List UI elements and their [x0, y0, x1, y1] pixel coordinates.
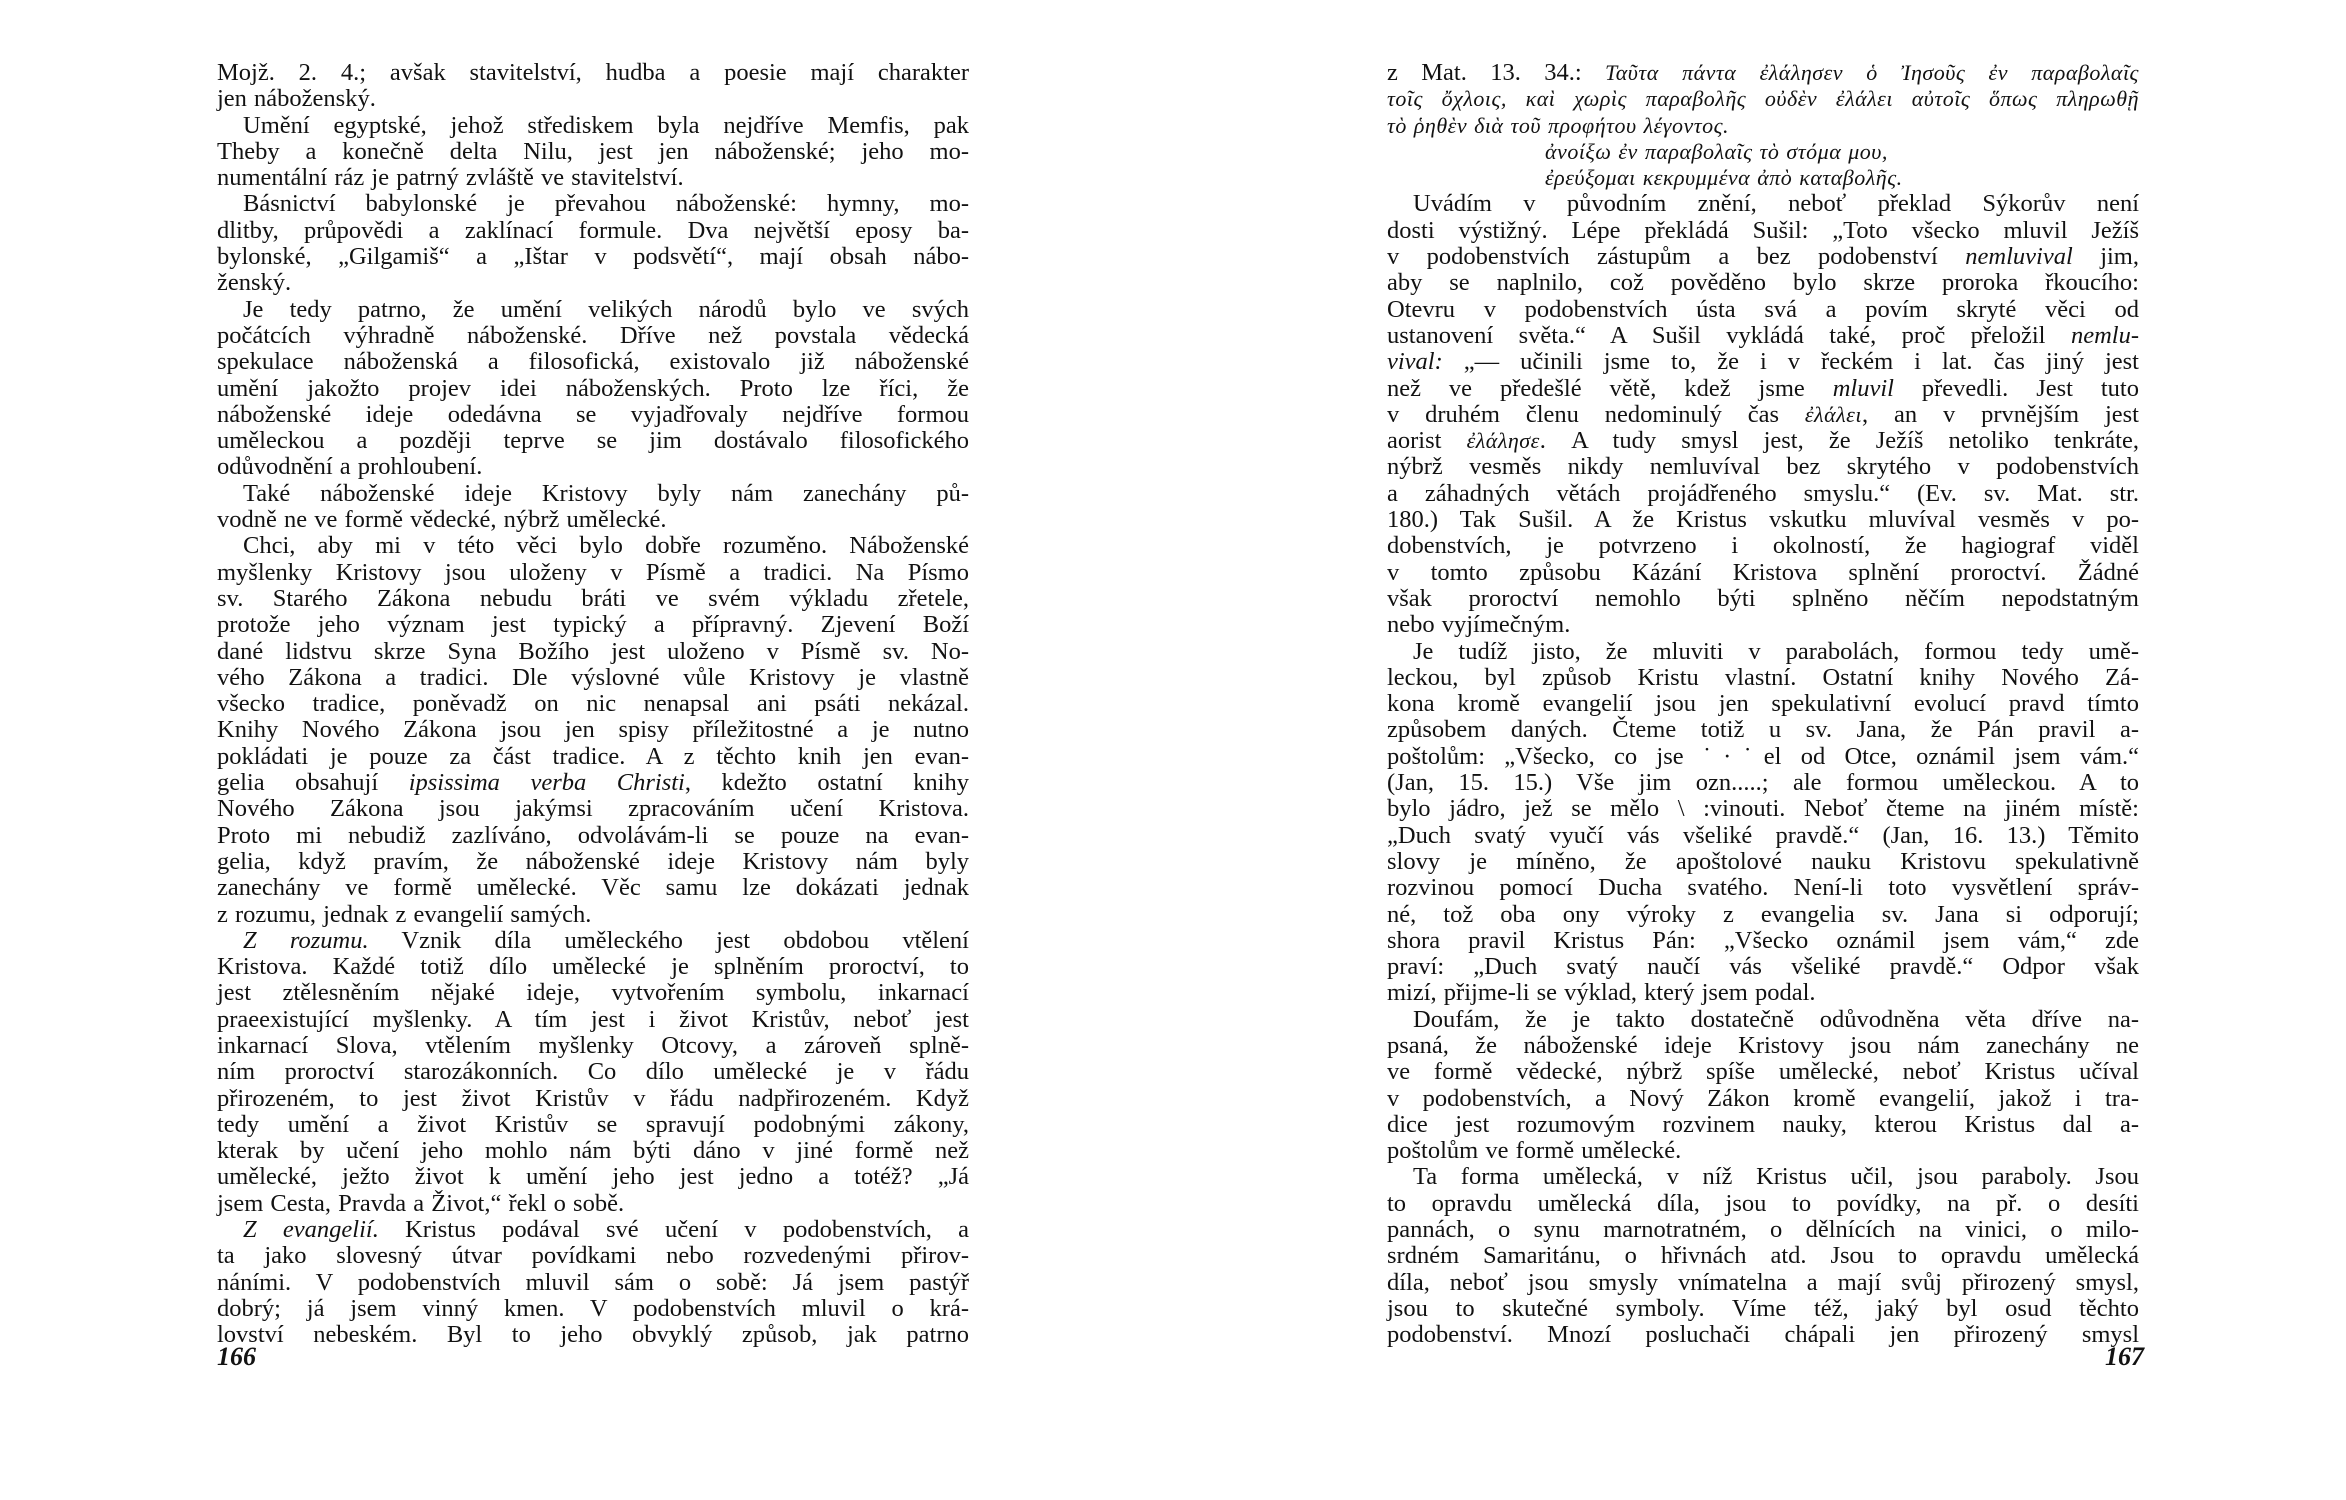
greek-text: ἐρεύξομαι κεκρυμμένα ἀπὸ καταβολῆς.	[1545, 165, 1903, 191]
text-line	[1387, 770, 2139, 796]
text-segment: to opravdu umělecká díla, jsou to povídky, na př. o desíti	[1387, 1189, 2139, 1217]
text-line	[1387, 560, 2139, 586]
text-line	[1387, 823, 2139, 849]
text-line	[1387, 481, 2139, 507]
text-line	[1387, 928, 2139, 954]
text-line	[217, 428, 969, 454]
text-line	[217, 481, 969, 507]
italic-text: nemlu-	[2070, 321, 2139, 349]
text-segment: však proroctví nemohlo býti splněno něčím nepodstatným	[1387, 584, 2139, 612]
text-segment: Ta forma umělecká, v níž Kristus učil, jsou paraboly. Jsou	[1413, 1163, 2139, 1191]
text-segment: praví: „Duch svatý naučí vás všeliké pravdě.“ Odpor však	[1387, 953, 2139, 981]
text-line	[1387, 139, 2139, 165]
text-line	[217, 560, 969, 586]
text-line	[217, 796, 969, 822]
text-segment: slovy je míněno, že apoštolové nauku Kristovu spekulativně	[1387, 847, 2139, 875]
text-line	[1387, 1217, 2139, 1243]
greek-text: ἐλάλει	[1804, 401, 1862, 427]
text-segment: numentální ráz je patrný zvláště ve stavitelství.	[217, 164, 684, 192]
text-segment: vého Zákona a tradici. Dle výslovné vůle Kristovy je vlastně	[217, 663, 969, 691]
text-line	[1387, 875, 2139, 901]
text-segment: dice jest rozumovým rozvinem nauky, kterou Kristus dal a-	[1387, 1110, 2139, 1138]
text-line	[1387, 665, 2139, 691]
text-segment: Doufám, že je takto dostatečně odůvodněna věta dříve na-	[1413, 1005, 2139, 1033]
text-line	[217, 113, 969, 139]
text-line	[217, 586, 969, 612]
text-segment: ta jako slovesný útvar povídkami nebo rozvedenými přirov-	[217, 1242, 969, 1270]
text-line	[217, 1164, 969, 1190]
text-segment: myšlenky Kristovy jsou uloženy v Písmě a tradici. Na Písmo	[217, 558, 969, 586]
text-line	[1387, 376, 2139, 402]
text-segment: pannách, o synu marnotratném, o dělnících na vinici, o milo-	[1387, 1216, 2139, 1244]
text-segment: Proto mi nebudiž zazlíváno, odvolávám-li se pouze na evan-	[217, 821, 969, 849]
text-line	[217, 691, 969, 717]
text-segment: díla, neboť jsou smysly vnímatelna a mají svůj přirozený smysl,	[1387, 1268, 2139, 1296]
text-segment: Chci, aby mi v této věci bylo dobře rozuměno. Náboženské	[243, 532, 969, 560]
text-segment: jest ztělesněním nějaké ideje, vytvořením symbolu, inkarnací	[217, 979, 969, 1007]
text-segment: náboženské ideje odedávna se vyjadřovaly nejdříve formou	[217, 400, 969, 428]
text-line	[1387, 60, 2139, 86]
text-segment: aby se naplnilo, což pověděno bylo skrze proroka řkoucího:	[1387, 269, 2139, 297]
paragraph	[217, 1217, 969, 1348]
paragraph	[1387, 639, 2139, 1007]
text-line	[217, 297, 969, 323]
text-segment: v tomto způsobu Kázání Kristova splnění proroctví. Žádné	[1387, 558, 2139, 586]
text-line	[1387, 980, 2139, 1006]
text-line	[217, 1138, 969, 1164]
text-segment: jsou to skutečné symboly. Víme též, jaký byl osud těchto	[1387, 1294, 2139, 1322]
greek-text: τοῖς ὄχλοις, καὶ χωρὶς παραβολῆς οὐδὲν ἐλάλει αὐτοῖς ὅπως πληρωθῇ	[1387, 86, 2139, 112]
text-segment: né, tož oba ony výroky z evangelia sv. Jana si odporují;	[1387, 900, 2139, 928]
text-line	[1387, 612, 2139, 638]
text-line	[1387, 796, 2139, 822]
text-line	[1387, 297, 2139, 323]
paragraph	[217, 297, 969, 481]
text-segment: ním proroctví starozákonních. Co dílo umělecké je v řádu	[217, 1058, 969, 1086]
text-segment: , kdežto ostatní knihy	[684, 769, 969, 797]
text-line	[217, 139, 969, 165]
text-segment: v podobenstvích, a Nový Zákon kromě evangelií, jakož i tra-	[1387, 1084, 2139, 1112]
text-segment: Uvádím v původním znění, neboť překlad Sýkorův není	[1413, 190, 2139, 218]
italic-text: ipsissima verba Christi	[408, 769, 685, 797]
text-line	[217, 612, 969, 638]
paragraph	[1387, 191, 2139, 638]
page-number-left: 166	[217, 1342, 256, 1371]
text-segment: dané lidstvu skrze Syna Božího jest uloženo v Písmě sv. No-	[217, 637, 969, 665]
text-segment: spekulace náboženská a filosofická, existovalo již náboženské	[217, 348, 969, 376]
text-line	[217, 928, 969, 954]
text-line	[217, 1270, 969, 1296]
text-line	[1387, 165, 2139, 191]
text-line	[217, 1217, 969, 1243]
text-segment: z Mat. 13. 34.:	[1387, 59, 1606, 86]
text-line	[1387, 349, 2139, 375]
text-segment: Theby a konečně delta Nilu, jest jen náboženské; jeho mo-	[217, 137, 969, 165]
text-line	[217, 954, 969, 980]
text-segment: Básnictví babylonské je převahou náboženské: hymny, mo-	[243, 190, 969, 218]
text-segment: Je tudíž jisto, že mluviti v parabolách, formou tedy umě-	[1413, 637, 2139, 665]
text-segment: protože jeho význam jest typický a přípravný. Zjevení Boží	[217, 611, 969, 639]
text-segment: vodně ne ve formě vědecké, nýbrž umělecké.	[217, 506, 667, 534]
text-line	[1387, 1322, 2139, 1348]
text-line	[1387, 586, 2139, 612]
text-line	[217, 507, 969, 533]
text-segment: aorist	[1387, 427, 1467, 455]
text-line	[1387, 1138, 2139, 1164]
text-line	[1387, 113, 2139, 139]
text-line	[217, 823, 969, 849]
page-number-right: 167	[2105, 1342, 2144, 1371]
text-line	[217, 665, 969, 691]
text-segment: sv. Starého Zákona nebudu bráti ve svém výkladu zřetele,	[217, 584, 969, 612]
text-line	[1387, 1164, 2139, 1190]
text-line	[217, 60, 969, 86]
text-segment: Nového Zákona jsou jakýmsi zpracováním učení Kristova.	[217, 795, 969, 823]
text-segment: Je tedy patrno, že umění velikých národů bylo ve svých	[243, 295, 969, 323]
greek-text: τὸ ῥηθὲν διὰ τοῦ προφήτου λέγοντος.	[1387, 112, 1730, 138]
text-line	[1387, 191, 2139, 217]
text-line	[1387, 1033, 2139, 1059]
text-segment: než ve předešlé větě, kdež jsme	[1387, 374, 1833, 402]
text-line	[1387, 270, 2139, 296]
text-line	[1387, 954, 2139, 980]
text-line	[1387, 717, 2139, 743]
text-line	[1387, 402, 2139, 428]
text-line	[217, 86, 969, 112]
text-segment: počátcích výhradně náboženské. Dříve než povstala vědecká	[217, 321, 969, 349]
text-line	[217, 1033, 969, 1059]
text-segment: z rozumu, jednak z evangelií samých.	[217, 900, 592, 928]
text-segment: dobenstvích, je potvrzeno i okolností, že hagiograf viděl	[1387, 532, 2139, 560]
text-segment: všecko tradice, poněvadž on nic nenapsal ani psáti nekázal.	[217, 690, 969, 718]
text-line	[1387, 533, 2139, 559]
text-segment: , an v prvnějším jest	[1861, 400, 2139, 428]
paragraph	[1387, 1007, 2139, 1165]
text-segment: jim,	[2072, 243, 2139, 271]
text-segment: lovství nebeském. Byl to jeho obvyklý způsob, jak patrno	[217, 1321, 969, 1349]
text-segment: shora pravil Kristus Pán: „Všecko oznámil jsem vám,“ zde	[1387, 926, 2139, 954]
text-segment: poštolům: „Všecko, co jse ˙·˙el od Otce, oznámil jsem vám.“	[1387, 742, 2139, 770]
text-line	[217, 376, 969, 402]
text-line	[217, 1191, 969, 1217]
paragraph	[217, 191, 969, 296]
text-segment: způsobem daných. Čteme totiž u sv. Jana, že Pán pravil a-	[1387, 716, 2139, 744]
text-line	[1387, 428, 2139, 454]
text-line	[1387, 902, 2139, 928]
paragraph	[217, 928, 969, 1217]
text-segment: inkarnací Slova, vtělením myšlenky Otcovy, a zároveň splně-	[217, 1031, 969, 1059]
text-segment: ženský.	[217, 269, 292, 297]
text-line	[217, 1059, 969, 1085]
text-segment: nebo vyjímečným.	[1387, 611, 1571, 639]
text-segment: přirozeném, to jest život Kristův v řádu nadpřirozeném. Když	[217, 1084, 969, 1112]
text-line	[217, 218, 969, 244]
text-segment: pokládati je pouze za část tradice. A z těchto knih jen evan-	[217, 742, 969, 770]
text-segment: bylonské, „Gilgamiš“ a „Ištar v podsvětí“, mají obsah nábo-	[217, 243, 969, 271]
text-segment: . A tudy smysl jest, že Ježíš netoliko tenkráte,	[1539, 427, 2139, 455]
paragraph	[1387, 1164, 2139, 1348]
text-segment: odůvodnění a prohloubení.	[217, 453, 483, 481]
text-line	[1387, 1007, 2139, 1033]
text-segment: dobrý; já jsem vinný kmen. V podobenstvích mluvil o krá-	[217, 1294, 969, 1322]
text-line	[217, 770, 969, 796]
text-segment: náními. V podobenstvích mluvil sám o sobě: Já jsem pastýř	[217, 1268, 969, 1296]
text-segment: Kristova. Každé totiž dílo umělecké je splněním proroctví, to	[217, 953, 969, 981]
text-line	[1387, 454, 2139, 480]
text-line	[1387, 691, 2139, 717]
text-segment: Umění egyptské, jehož střediskem byla nejdříve Memfis, pak	[243, 111, 969, 139]
text-segment: ustanovení světa.“ A Sušil vykládá také, proč přeložil	[1387, 321, 2071, 349]
text-segment: v druhém členu nedominulý čas	[1387, 400, 1805, 428]
text-segment: dlitby, průpovědi a zaklínací formule. Dva největší eposy ba-	[217, 216, 969, 244]
text-segment: 180.) Tak Sušil. A že Kristus vskutku mluvíval vesměs v po-	[1387, 506, 2139, 534]
paragraph	[217, 113, 969, 192]
text-line	[217, 744, 969, 770]
text-segment: mizí, přijme-li se výklad, který jsem podal.	[1387, 979, 1816, 1007]
text-segment: ve formě vědecké, nýbrž spíše umělecké, neboť Kristus učíval	[1387, 1058, 2139, 1086]
text-line	[1387, 86, 2139, 112]
text-segment: jen náboženský.	[217, 85, 376, 113]
text-segment: Vznik díla uměleckého jest obdobou vtělení	[368, 926, 969, 954]
text-line	[217, 1112, 969, 1138]
text-segment: v podobenstvích zástupům a bez podobenství	[1387, 243, 1966, 271]
text-segment: převedli. Jest tuto	[1893, 374, 2139, 402]
text-line	[217, 875, 969, 901]
text-line	[217, 902, 969, 928]
text-line	[1387, 1296, 2139, 1322]
paragraph	[1387, 60, 2139, 139]
paragraph	[217, 533, 969, 927]
paragraph	[217, 481, 969, 534]
text-line	[1387, 744, 2139, 770]
greek-text: ἀνοίξω ἐν παραβολαῖς τὸ στόμα μου,	[1545, 138, 1888, 164]
text-segment: umělecké, ježto život k umění jeho jest jedno a totéž? „Já	[217, 1163, 969, 1191]
text-line	[217, 849, 969, 875]
text-line	[217, 270, 969, 296]
text-line	[217, 1086, 969, 1112]
text-segment: praeexistující myšlenky. A tím jest i život Kristův, neboť jest	[217, 1005, 969, 1033]
text-segment: nýbrž vesměs nikdy nemluvíval bez skrytého v podobenstvích	[1387, 453, 2139, 481]
text-segment: kona kromě evangelií jsou jen spekulativní evolucí pravd tímto	[1387, 690, 2139, 718]
greek-text: Ταῦτα πάντα ἐλάλησεν ὁ Ἰησοῦς ἐν παραβολαῖς	[1605, 60, 2139, 85]
text-line	[217, 165, 969, 191]
text-segment: gelia, když pravím, že náboženské ideje Kristovy nám byly	[217, 847, 969, 875]
text-line	[1387, 1059, 2139, 1085]
text-line	[217, 533, 969, 559]
text-segment: Kristus podával své učení v podobenstvích, a	[378, 1216, 969, 1244]
text-line	[217, 349, 969, 375]
text-segment: Knihy Nového Zákona jsou jen spisy příležitostné a je nutno	[217, 716, 969, 744]
text-segment: kterak by učení jeho mohlo nám býti dáno v jiné formě než	[217, 1137, 969, 1165]
text-line	[1387, 639, 2139, 665]
text-segment: uměleckou a později teprve se jim dostávalo filosofického	[217, 427, 969, 455]
text-segment: (Jan, 15. 15.) Vše jim ozn.....; ale formou uměleckou. A to	[1387, 769, 2139, 797]
italic-text: vival:	[1387, 348, 1443, 376]
text-line	[217, 454, 969, 480]
text-line	[217, 1243, 969, 1269]
text-segment: podobenství. Mnozí posluchači chápali jen přirozený smysl	[1387, 1321, 2139, 1349]
italic-text: nemluvival	[1965, 243, 2073, 271]
text-line	[1387, 244, 2139, 270]
text-line	[217, 1296, 969, 1322]
text-segment: poštolům ve formě umělecké.	[1387, 1137, 1682, 1165]
greek-text: ἐλάλησε	[1466, 428, 1540, 454]
text-segment: Také náboženské ideje Kristovy byly nám zanechány pů-	[243, 479, 969, 507]
left-page-text	[217, 60, 969, 1349]
text-segment: psaná, že náboženské ideje Kristovy jsou nám zanechány ne	[1387, 1031, 2139, 1059]
text-line	[1387, 849, 2139, 875]
text-line	[217, 1007, 969, 1033]
text-line	[1387, 1086, 2139, 1112]
italic-text: Z evangelií.	[243, 1216, 379, 1244]
text-segment: „Duch svatý vyučí vás všeliké pravdě.“ (Jan, 16. 13.) Těmito	[1387, 821, 2139, 849]
text-line	[1387, 1112, 2139, 1138]
text-line	[217, 402, 969, 428]
text-segment: gelia obsahují	[217, 769, 409, 797]
italic-text: mluvil	[1832, 374, 1894, 402]
right-page-text	[1387, 60, 2139, 1349]
text-segment: leckou, byl způsob Kristu vlastní. Ostatní knihy Nového Zá-	[1387, 663, 2139, 691]
text-segment: zanechány ve formě umělecké. Věc samu lze dokázati jednak	[217, 874, 969, 902]
text-line	[217, 244, 969, 270]
text-segment: umění jakožto projev idei náboženských. Proto lze říci, že	[217, 374, 969, 402]
text-segment: jsem Cesta, Pravda a Život,“ řekl o sobě.	[217, 1189, 625, 1217]
text-segment: „— učinili jsme to, že i v řeckém i lat. čas jiný jest	[1442, 348, 2139, 376]
paragraph	[217, 60, 969, 113]
text-segment: rozvinou pomocí Ducha svatého. Není-li toto vysvětlení správ-	[1387, 874, 2139, 902]
text-segment: a záhadných větách projádřeného smyslu.“ (Ev. sv. Mat. str.	[1387, 479, 2139, 507]
text-segment: tedy umění a život Kristův se spravují podobnými zákony,	[217, 1110, 969, 1138]
text-line	[217, 1322, 969, 1348]
text-line	[1387, 218, 2139, 244]
text-segment: bylo jádro, jež se mělo \ :vinouti. Neboť čteme na jiném místě:	[1387, 795, 2139, 823]
italic-text: Z rozumu.	[243, 926, 369, 954]
text-line	[217, 639, 969, 665]
text-line	[1387, 1270, 2139, 1296]
text-line	[217, 191, 969, 217]
text-segment: Mojž. 2. 4.; avšak stavitelství, hudba a poesie mají charakter	[217, 59, 969, 86]
text-line	[1387, 1191, 2139, 1217]
text-line	[217, 323, 969, 349]
text-segment: srdném Samaritánu, o hřivnách atd. Jsou to opravdu umělecká	[1387, 1242, 2139, 1270]
text-segment: dosti výstižný. Lépe překládá Sušil: „Toto všecko mluvil Ježíš	[1387, 216, 2139, 244]
text-line	[1387, 1243, 2139, 1269]
text-line	[1387, 323, 2139, 349]
text-segment: Otevru v podobenstvích ústa svá a povím skryté věci od	[1387, 295, 2139, 323]
text-line	[217, 980, 969, 1006]
verse-quote	[1387, 139, 2139, 192]
text-line	[1387, 507, 2139, 533]
text-line	[217, 717, 969, 743]
